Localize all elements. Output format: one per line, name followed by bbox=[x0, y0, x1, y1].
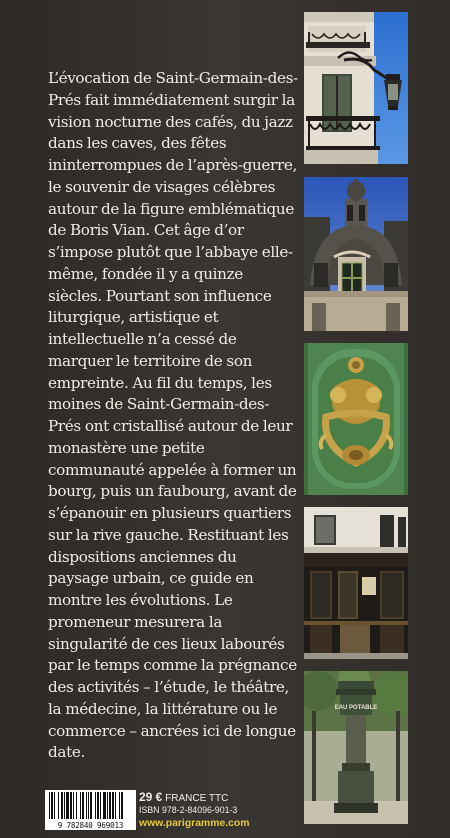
price-suffix: FRANCE TTC bbox=[165, 793, 229, 804]
price-info bbox=[139, 791, 299, 830]
barcode-bar bbox=[70, 792, 72, 819]
door-knocker-photo bbox=[304, 343, 408, 495]
price-line bbox=[139, 791, 299, 804]
wallace-fountain-photo bbox=[304, 671, 408, 824]
barcode-bar bbox=[86, 792, 87, 819]
fountain-sign-text: EAU POTABLE bbox=[334, 705, 378, 711]
cafe-facade-photo bbox=[304, 507, 408, 659]
barcode-bar bbox=[66, 792, 69, 819]
barcode-bar bbox=[58, 792, 59, 819]
barcode bbox=[45, 790, 136, 830]
barcode-bar bbox=[64, 792, 65, 819]
balcony-lantern-photo bbox=[304, 12, 408, 164]
barcode-bar bbox=[51, 792, 53, 819]
barcode-bar bbox=[103, 792, 106, 819]
barcode-digits: 9 782840 969013 bbox=[45, 821, 136, 830]
barcode-bar bbox=[109, 792, 111, 819]
barcode-bar bbox=[80, 792, 81, 819]
barcode-bar bbox=[121, 792, 123, 819]
barcode-bar bbox=[100, 792, 101, 819]
barcode-bars bbox=[45, 790, 136, 821]
barcode-bar bbox=[115, 792, 116, 819]
barcode-bar bbox=[54, 792, 55, 819]
barcode-bar bbox=[49, 792, 50, 819]
barcode-bar bbox=[82, 792, 84, 819]
dome-photo bbox=[304, 177, 408, 331]
blurb-text: L’évocation de Saint-Germain-des-Prés fait immédiatement surgir la vision nocturne des cafés, du jazz dans les caves, des fêtes ininterrompues de l’après-guerre, le souvenir de visages célèbres autour de la figure emblématique de Boris Vian. Cet âge d’or s’impose plutôt que l’abbaye elle-même, fondée il y a quinze siècles. Pourtant son influence liturgique, artistique et intellectuelle n’a cessé de marquer le territoire de son empreinte. Au fil du temps, les moines de Saint-Germain-des-Prés ont cristallisé autour de leur monastère une petite communauté appelée à former un bourg, puis un faubourg, avant de s’épanouir en plusieurs quartiers sur la rive gauche. Restituant les dispositions anciennes du paysage urbain, ce guide en montre les évolutions. Le promeneur mesurera la singularité de ces lieux labourés par le temps comme la prégnance des activités – l’étude, le théâtre, la médecine, la littérature ou le commerce – ancrées ici de longue date. bbox=[48, 69, 298, 762]
barcode-bar bbox=[88, 792, 89, 819]
barcode-bar bbox=[119, 792, 120, 819]
price: 29 € bbox=[139, 790, 163, 804]
barcode-bar bbox=[112, 792, 114, 819]
barcode-bar bbox=[95, 792, 96, 819]
isbn: ISBN 978-2-84096-901-3 bbox=[139, 805, 238, 815]
barcode-bar bbox=[76, 792, 77, 819]
barcode-bar bbox=[73, 792, 74, 819]
barcode-bar bbox=[61, 792, 63, 819]
publisher-website-link[interactable]: www.parigramme.com bbox=[139, 818, 250, 829]
barcode-bar bbox=[97, 792, 99, 819]
barcode-bar bbox=[90, 792, 92, 819]
barcode-bar bbox=[107, 792, 108, 819]
